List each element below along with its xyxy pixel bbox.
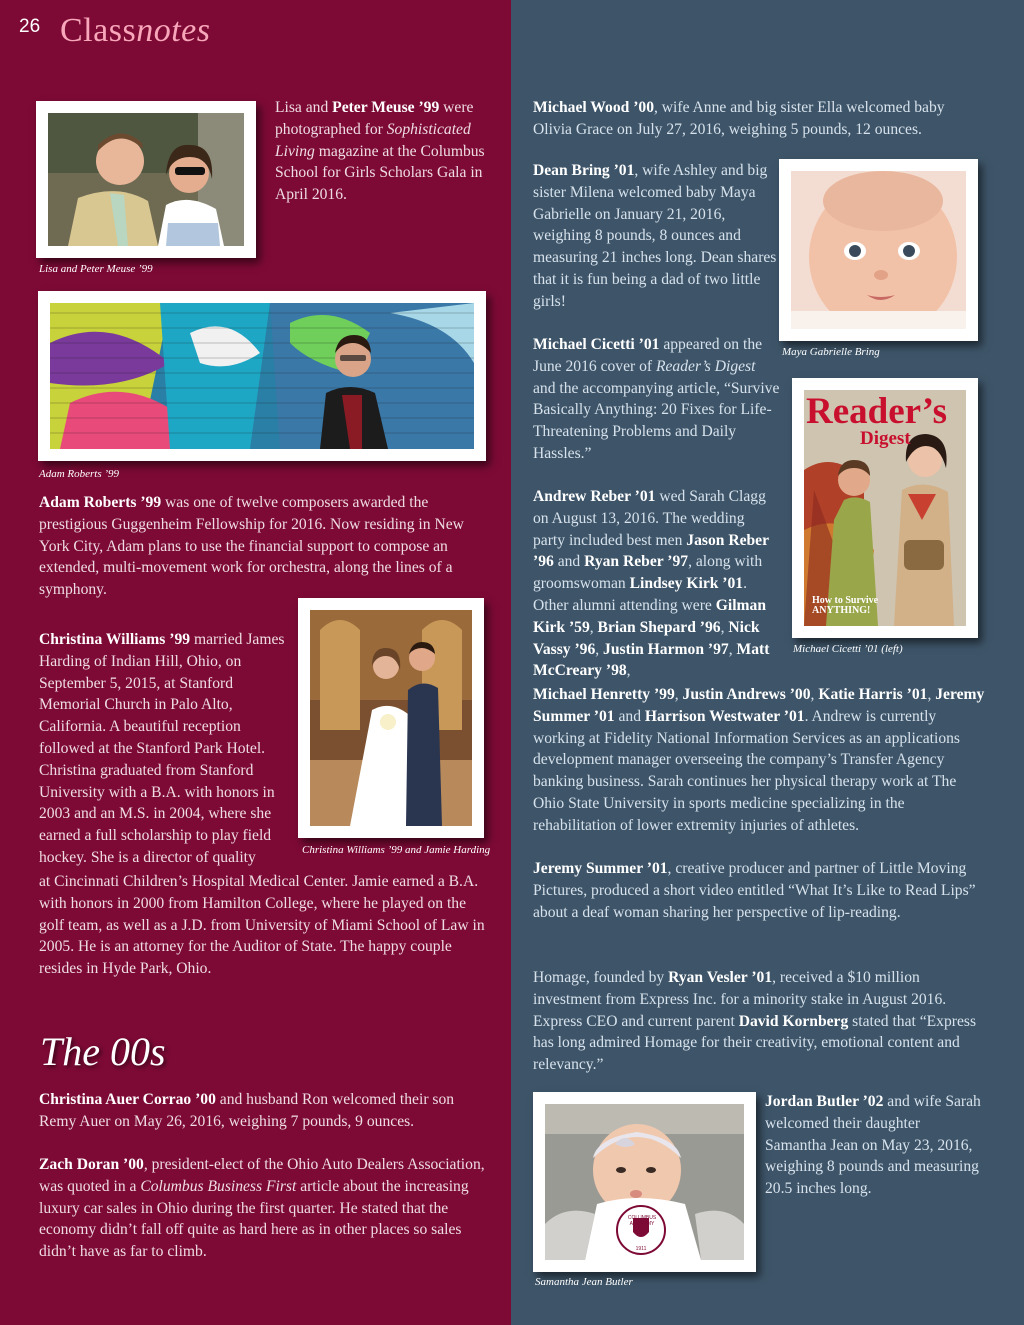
cover-line-1: How to Survive bbox=[812, 595, 879, 606]
alumni-name: Jordan Butler ’02 bbox=[765, 1093, 884, 1110]
alumni-name: Justin Harmon ’97 bbox=[603, 640, 729, 658]
text-segment: and the accompanying article, “Survive Basically Anything: 20 Fixes for Life-Threatening Problems and Daily Hassles.” bbox=[533, 379, 780, 462]
alumni-name: Matt McCreary ’98 bbox=[533, 640, 770, 680]
reber-entry-part1 bbox=[533, 486, 779, 682]
alumni-name: David Kornberg bbox=[738, 1012, 849, 1030]
publication-title: Reader’s Digest bbox=[655, 357, 756, 375]
bring-photo-frame bbox=[779, 159, 978, 341]
wood-entry bbox=[533, 97, 983, 141]
text-segment: and bbox=[614, 707, 645, 725]
readers-digest-cover bbox=[804, 390, 966, 626]
text-segment: , received a $10 million investment from Express Inc. for a minority stake in August 2016. Express CEO and current parent bbox=[533, 969, 947, 1030]
cicetti-caption: Michael Cicetti ’01 (left) bbox=[793, 643, 903, 655]
text-segment: Lisa and bbox=[275, 99, 333, 116]
alumni-name: Nick Vassy ’96 bbox=[533, 618, 760, 658]
alumni-name: Peter Meuse ’99 bbox=[332, 99, 440, 116]
text-segment: magazine at the Columbus School for Girls Scholars Gala in April 2016. bbox=[275, 142, 485, 204]
text-segment: , bbox=[728, 640, 737, 658]
alumni-name: Michael Cicetti ’01 bbox=[533, 336, 660, 353]
alumni-name: Christina Auer Corrao ’00 bbox=[39, 1091, 216, 1108]
alumni-name: Michael Wood ’00 bbox=[533, 99, 654, 116]
cover-line-2: ANYTHING! bbox=[812, 605, 871, 616]
williams-entry-part2 bbox=[39, 871, 489, 980]
meuse-photo bbox=[48, 113, 244, 246]
text-segment: , creative producer and partner of Little Moving Pictures, produced a short video entitled “What It’s Like to Read Lips” about a deaf woman sharing her perspective of lip-reading. bbox=[533, 860, 976, 921]
meuse-photo-frame bbox=[36, 101, 256, 258]
text-segment: Homage, founded by bbox=[533, 969, 669, 986]
roberts-photo bbox=[50, 303, 474, 449]
butler-photo bbox=[545, 1104, 744, 1260]
vesler-entry bbox=[533, 967, 985, 1076]
williams-entry-part1 bbox=[39, 629, 291, 869]
doran-entry bbox=[39, 1154, 489, 1263]
corrao-entry bbox=[39, 1089, 489, 1133]
alumni-name: Lindsey Kirk ’01 bbox=[629, 575, 744, 593]
alumni-name: Jeremy Summer ’01 bbox=[533, 860, 668, 877]
alumni-name: Brian Shepard ’96 bbox=[597, 618, 721, 636]
text-segment: , president-elect of the Ohio Auto Dealers Association, was quoted in a bbox=[39, 1156, 485, 1195]
text-segment: wed Sarah Clagg on August 13, 2016. The wedding party included best men bbox=[533, 488, 766, 549]
alumni-name: Justin Andrews ’00 bbox=[682, 686, 811, 703]
text-segment: and wife Sarah welcomed their daughter Samantha Jean on May 23, 2016, weighing 8 pounds and measuring 20.5 inches long. bbox=[765, 1093, 981, 1198]
alumni-name: Zach Doran ’00 bbox=[39, 1156, 144, 1173]
alumni-name: Harrison Westwater ’01 bbox=[644, 707, 805, 725]
text-segment: , wife Anne and big sister Ella welcomed baby Olivia Grace on July 27, 2016, weighing 5 pounds, 12 ounces. bbox=[533, 99, 945, 138]
alumni-name: Andrew Reber ’01 bbox=[533, 488, 656, 505]
roberts-caption: Adam Roberts ’99 bbox=[39, 468, 120, 480]
publication-title: Sophisticated Living bbox=[275, 120, 471, 160]
text-segment: , bbox=[674, 686, 683, 703]
magazine-cover-line bbox=[812, 596, 878, 616]
alumni-name: Adam Roberts ’99 bbox=[39, 494, 162, 511]
alumni-name: Gilman Kirk ’59 bbox=[533, 596, 766, 636]
text-segment: , bbox=[720, 618, 729, 636]
publication-title: Columbus Business First bbox=[140, 1177, 297, 1195]
text-segment: . Andrew is currently working at Fidelity National Information Services as an applications development manager overseeing the company’s Transfer Agency banking business. Sarah continues her physical therapy work at The Ohio State University in sports medicine specializing in the rehabilitation of lower extremity injuries of athletes. bbox=[533, 707, 960, 834]
cicetti-entry bbox=[533, 334, 781, 465]
magazine-subtitle: Digest bbox=[860, 428, 911, 449]
meuse-caption: Lisa and Peter Meuse ’99 bbox=[39, 263, 153, 275]
text-segment: , along with groomswoman bbox=[533, 553, 763, 593]
text-segment: and bbox=[553, 553, 585, 571]
text-segment: , bbox=[810, 686, 819, 703]
text-segment: married James Harding of Indian Hill, Ohio, on September 5, 2015, at Stanford Memorial Church in Palo Alto, California. A beautiful reception followed at the Stanford Park Hotel. Christina graduated from Stanford University with a B.A. with honors in 2003 and an M.S. in 2004, where she earned a full scholarship to play field hockey. She is a director of quality bbox=[39, 631, 285, 866]
bring-caption: Maya Gabrielle Bring bbox=[782, 346, 880, 358]
section-title-notes: notes bbox=[136, 12, 211, 49]
butler-photo-frame bbox=[533, 1092, 756, 1272]
text-segment: , wife Ashley and big sister Milena welcomed baby Maya Gabrielle on January 21, 2016, weighing 8 pounds, 8 ounces and measuring 21 inches long. Dean shares that it is fun being a dad of two little girls! bbox=[533, 162, 777, 310]
section-title-class: Class bbox=[60, 12, 137, 49]
text-segment: article about the increasing luxury car sales in Ohio during the first quarter. He stated that the economy didn’t fall off quite as hard here as in other places so sales didn’t have as far to climb. bbox=[39, 1177, 469, 1261]
era-heading: The 00s bbox=[40, 1029, 166, 1074]
roberts-entry bbox=[39, 492, 489, 601]
text-segment: was one of twelve composers awarded the prestigious Guggenheim Fellowship for 2016. Now residing in New York City, Adam plans to use the financial support to compose an extended, multi-movement work for orchestra, along the lines of a symphony. bbox=[39, 494, 464, 599]
alumni-name: Michael Henretty ’99 bbox=[533, 686, 675, 703]
williams-photo-frame bbox=[298, 598, 484, 838]
text-segment: appeared on the June 2016 cover of bbox=[533, 336, 763, 375]
text-segment: , bbox=[927, 686, 936, 703]
alumni-name: Jeremy Summer ’01 bbox=[533, 686, 985, 725]
roberts-photo-frame bbox=[38, 291, 486, 461]
bring-entry bbox=[533, 160, 778, 313]
cicetti-photo-frame bbox=[792, 378, 978, 638]
text-segment: , bbox=[589, 618, 598, 636]
text-segment: and husband Ron welcomed their son Remy Auer on May 26, 2016, weighing 7 pounds, 9 ounces. bbox=[39, 1091, 455, 1130]
bib-year: 1911 bbox=[635, 1246, 647, 1252]
alumni-name: Ryan Reber ’97 bbox=[584, 553, 689, 571]
text-segment: . Other alumni attending were bbox=[533, 575, 748, 614]
alumni-name: Dean Bring ’01 bbox=[533, 162, 635, 179]
williams-caption: Christina Williams ’99 and Jamie Harding bbox=[302, 844, 491, 856]
alumni-name: Christina Williams ’99 bbox=[39, 631, 191, 648]
bib-text: COLUMBUS ACADEMY bbox=[627, 1215, 657, 1227]
butler-caption: Samantha Jean Butler bbox=[535, 1276, 633, 1288]
reber-entry-part2 bbox=[533, 684, 985, 837]
butler-entry bbox=[765, 1091, 985, 1200]
alumni-name: Ryan Vesler ’01 bbox=[668, 969, 773, 986]
text-segment: were photographed for bbox=[275, 99, 474, 138]
section-title bbox=[60, 12, 210, 50]
meuse-entry bbox=[275, 97, 487, 206]
williams-photo bbox=[310, 610, 472, 826]
summer-entry bbox=[533, 858, 983, 923]
alumni-name: Jason Reber ’96 bbox=[533, 531, 769, 571]
bring-photo bbox=[791, 171, 966, 329]
text-segment: at Cincinnati Children’s Hospital Medical Center. Jamie earned a B.A. with honors in 2000 from Hamilton College, where he played on the golf team, as well as a J.D. from University of Miami School of Law in 2005. He is an attorney for the Auditor of State. The happy couple resides in Hyde Park, Ohio. bbox=[39, 873, 485, 978]
alumni-name: Katie Harris ’01 bbox=[818, 686, 928, 703]
page-number: 26 bbox=[19, 16, 41, 37]
text-segment: , bbox=[626, 662, 631, 680]
text-segment: stated that “Express has long admired Homage for their creativity, emotional content and relevancy.” bbox=[533, 1012, 977, 1074]
text-segment: , bbox=[595, 640, 604, 658]
magazine-masthead: Reader’s bbox=[806, 391, 948, 432]
